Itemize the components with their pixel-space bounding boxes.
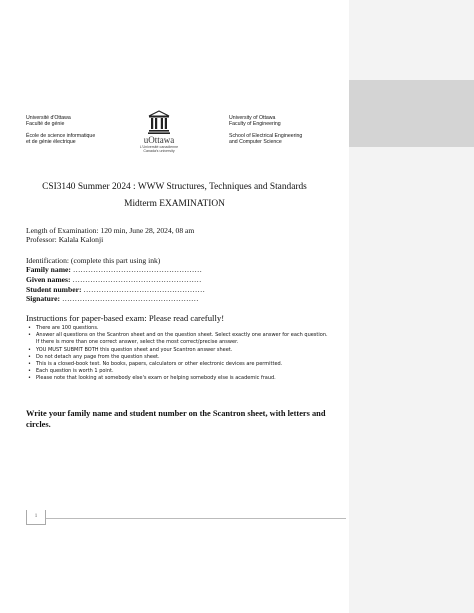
field-label: Signature: <box>26 294 61 303</box>
field-dots: …………………………………………… <box>72 265 202 274</box>
instructions-heading: Instructions for paper-based exam: Please read carefully! <box>26 313 225 323</box>
header-right-line: University of Ottawa <box>229 115 276 121</box>
logo-tagline-en: Canada's university <box>143 149 175 154</box>
list-item: • Please note that looking at somebody else's exam or helping somebody else is academic fraud. <box>28 375 276 382</box>
page-number: 1 <box>34 514 38 519</box>
given-names-field[interactable] <box>26 275 202 284</box>
field-dots: ………………………………………… <box>83 285 205 294</box>
bullet-icon: • <box>28 346 31 353</box>
field-dots: …………………………………………… <box>72 275 202 284</box>
bullet-icon: • <box>28 332 31 339</box>
identification-intro: Identification: (complete this part using ink) <box>26 256 161 265</box>
student-number-field[interactable] <box>26 285 205 294</box>
bullet-icon: • <box>28 325 31 331</box>
field-label: Given names: <box>26 275 71 284</box>
list-item: • Do not detach any page from the question sheet. <box>28 353 160 360</box>
comment-box[interactable] <box>349 80 474 147</box>
field-label: Family name: <box>26 265 71 274</box>
logo-wordmark: uOttawa <box>143 135 175 145</box>
header-left-line: et de génie électrique <box>26 138 76 145</box>
page-number-box <box>26 510 46 525</box>
list-item: • Answer all questions on the Scantron sheet and on the question sheet. Select exactly one answer for each question. If there is more than one correct answer, select the most correct/precise answer. <box>28 332 328 346</box>
header-left-line: Université d'Ottawa <box>26 115 71 121</box>
instructions-list <box>26 325 328 383</box>
footer-divider <box>26 518 346 519</box>
signature-field[interactable] <box>26 294 199 303</box>
header-right-line: Faculty of Engineering <box>229 121 281 128</box>
bullet-icon: • <box>28 361 31 368</box>
comment-sidebar <box>349 0 474 613</box>
bullet-icon: • <box>28 353 31 360</box>
logo-tagline-fr: L'Université canadienne <box>139 145 179 149</box>
list-item: • There are 100 questions. <box>28 325 99 331</box>
building-icon <box>148 110 170 134</box>
header-left-french <box>26 115 95 145</box>
bullet-icon: • <box>28 368 31 375</box>
header-right-line: School of Electrical Engineering <box>229 132 303 139</box>
field-label: Student number: <box>26 285 82 294</box>
course-title: CSI3140 Summer 2024 : WWW Structures, Techniques and Standards <box>42 182 307 192</box>
field-dots: ……………………………………………… <box>61 294 199 303</box>
exam-length: Length of Examination: 120 min, June 28, 2024, 08 am <box>26 226 195 235</box>
list-item: • YOU MUST SUBMIT BOTH this question sheet and your Scantron answer sheet. <box>28 346 233 353</box>
family-name-field[interactable] <box>26 265 202 274</box>
header-left-line: Faculté de génie <box>26 121 65 128</box>
bullet-icon: • <box>28 375 31 382</box>
list-item: • Each question is worth 1 point. <box>28 368 114 375</box>
list-item: • This is a closed-book test. No books, papers, calculators or other electronic devices are permitted. <box>28 361 283 368</box>
professor: Professor: Kalala Kalonji <box>26 235 104 244</box>
scantron-instruction: Write your family name and student number on the Scantron sheet, with letters and circles. <box>26 409 326 429</box>
university-logo <box>138 110 180 153</box>
header-right-english <box>229 115 302 145</box>
exam-title: Midterm EXAMINATION <box>124 199 225 209</box>
header-right-line: and Computer Science <box>229 138 282 145</box>
header-left-line: École de science informatique <box>26 132 96 139</box>
